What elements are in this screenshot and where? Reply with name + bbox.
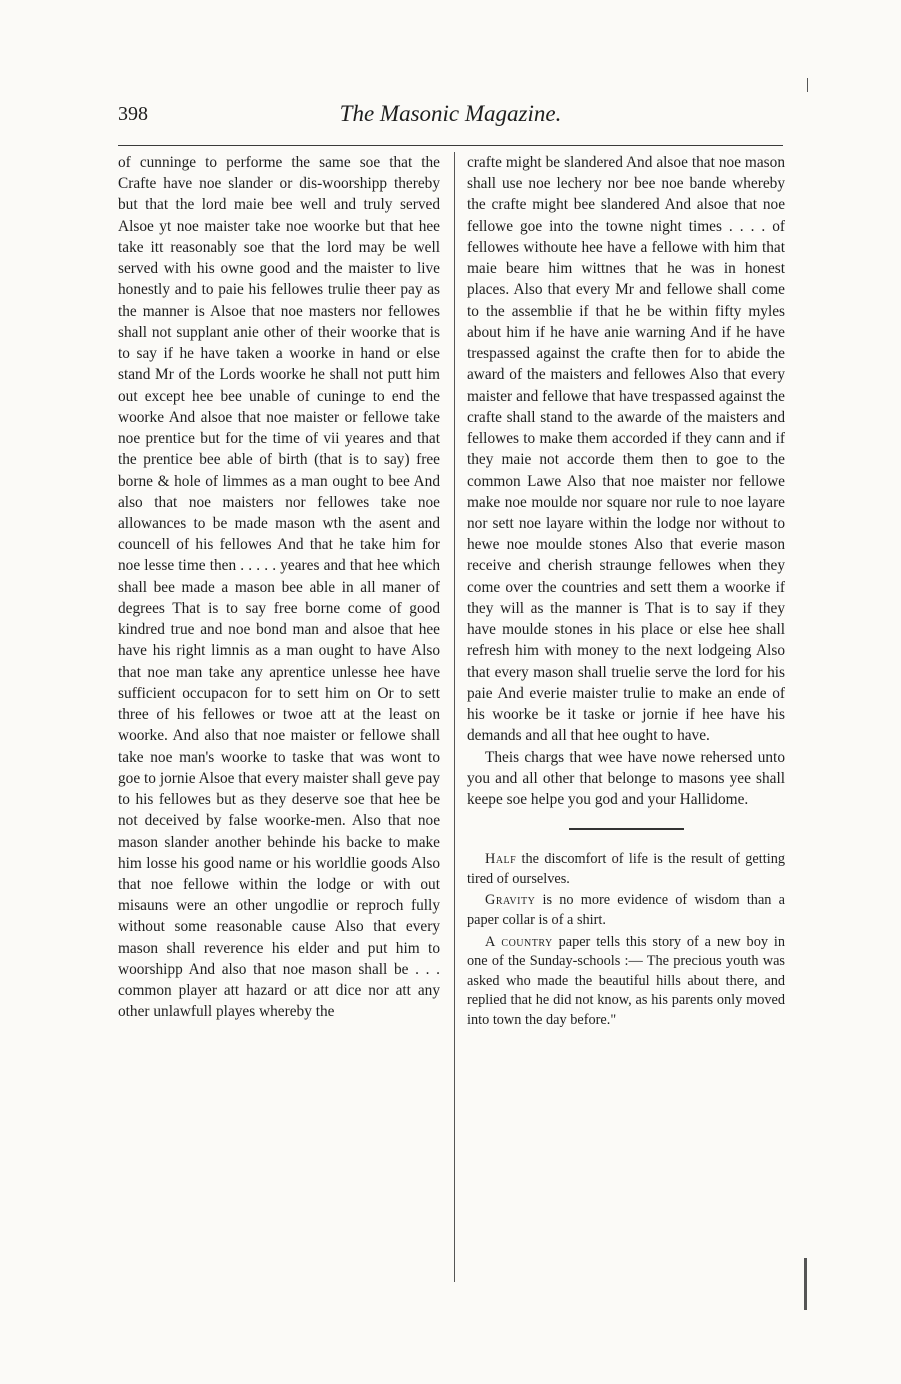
right-column-text: crafte might be slandered And alsoe that noe mason shall use noe lechery nor bee noe bande whereby the crafte might bee slandered And alsoe that noe fellowe goe into the towne night times . . . . of fellowes withoute hee have a fellowe with him that maie beare him wittnes that he was in honest places. Also that every Mr and fellowe shall come to the assemblie if that he be within fifty myles about him if he have anie warning And if he have trespassed against the crafte then for to abide the award of the maisters and fellowes Also that every maister and fellowe that have trespassed against the crafte shall stand to the awarde of the maisters and fellowes to make them accorded if they cann and if they maie not accorde them then to goe to the common Lawe Also that noe maister nor fellowe make noe moulde nor square nor rule to noe layare nor sett noe layare within the lodge nor without to hewe noe moulde stones Also that everie mason receive and cherish straunge fellowes when they come over the countries and sett them a woorke if they will as the manner is That is to say if they have moulde stones in his place or else hee shall refresh him with money to the next lodgeing Also that every mason shall truelie serve the lord for his paie And everie maister trulie to make an ende of his woorke be it taske or jornie if hee have his demands and all that hee ought to have. xyxy=(467,154,785,745)
note-text: the discomfort of life is the result of getting tired of ourselves. xyxy=(467,851,785,887)
left-column-text: of cunninge to performe the same soe that the Crafte have noe slander or dis-woorshipp thereby but that the lord maie bee well and truly served Alsoe yt noe maister take noe woorke but that hee take itt reasonably soe that the lord may be well served with his owne good and the maister to live honestly and to paie his fellowes trulie theer pay as the manner is Alsoe that noe masters nor fellowes shall not supplant anie other of their woorke that is to say if he have taken a woorke in hand or else stand Mr of the Lords woorke he shall not putt him out except hee bee unable of cuninge to end the woorke And alsoe that noe maister or fellowe take noe prentice but for the time of vii yeares and that the prentice bee able of birth (that is to say) free borne & hole of limmes as a man ought to bee And also that noe maisters nor fellowes take noe allowances to be made mason wth the asent and councell of his fellowes And that he take him for noe lesse time then . . . . . yeares and that hee which shall bee made a mason bee able in all maner of degrees That is to say free borne come of good kindred true and noe bond man and alsoe that hee have his right limnis as a man ought to have Also that noe man take any aprentice unlesse hee have sufficient occupacon for to sett him on Or to sett three of his fellowes or twoe att at the least on woorke. And also that noe maister or fellowe shall take noe man's woorke to taske that was wont to goe to jornie Alsoe that every maister shall geve pay to his fellowes but as they deserve soe that hee be not deceived by false woorke-men. Also that noe mason slander another behinde his backe to make him losse his good name or his worldlie goods Also that noe fellowe within the lodge or with out misauns were an other ungodlie or reproch fully without some reasonable cause Also that every mason shall reverence his elder and put him to woorshipp And also that noe mason shall be . . . common player att hazard or att dice nor att any other unlawfull playes whereby the xyxy=(118,154,440,1021)
section-divider xyxy=(569,828,684,830)
closing-charge-paragraph: Theis chargs that wee have nowe rehersed unto you and all other that belonge to masons yee shall keepe soe helpe you god and your Hallidome. xyxy=(467,748,785,809)
note-text: paper tells this story of a new boy in one of the Sunday-schools :— The precious youth was asked who made the beautiful hills about there, and replied that he did not know, as his parents only moved into town the day before." xyxy=(467,933,785,1029)
running-title: The Masonic Magazine. xyxy=(339,101,562,126)
note-text: is no more evidence of wisdom than a paper collar is of a shirt. xyxy=(467,892,785,929)
right-column xyxy=(467,152,785,1033)
header-rule xyxy=(118,145,783,146)
page-number: 398 xyxy=(118,103,148,125)
left-column xyxy=(118,152,440,1023)
miscellany-notes xyxy=(467,850,785,1030)
note-item xyxy=(467,891,785,930)
note-lead: Gravity xyxy=(485,892,536,909)
scan-edge-mark xyxy=(807,78,808,92)
column-divider xyxy=(454,152,455,1282)
note-lead: Half xyxy=(485,851,517,868)
page-header xyxy=(118,95,783,131)
scan-edge-mark xyxy=(804,1258,807,1310)
note-lead: A country xyxy=(485,933,553,950)
note-item xyxy=(467,933,785,1031)
note-item xyxy=(467,850,785,889)
